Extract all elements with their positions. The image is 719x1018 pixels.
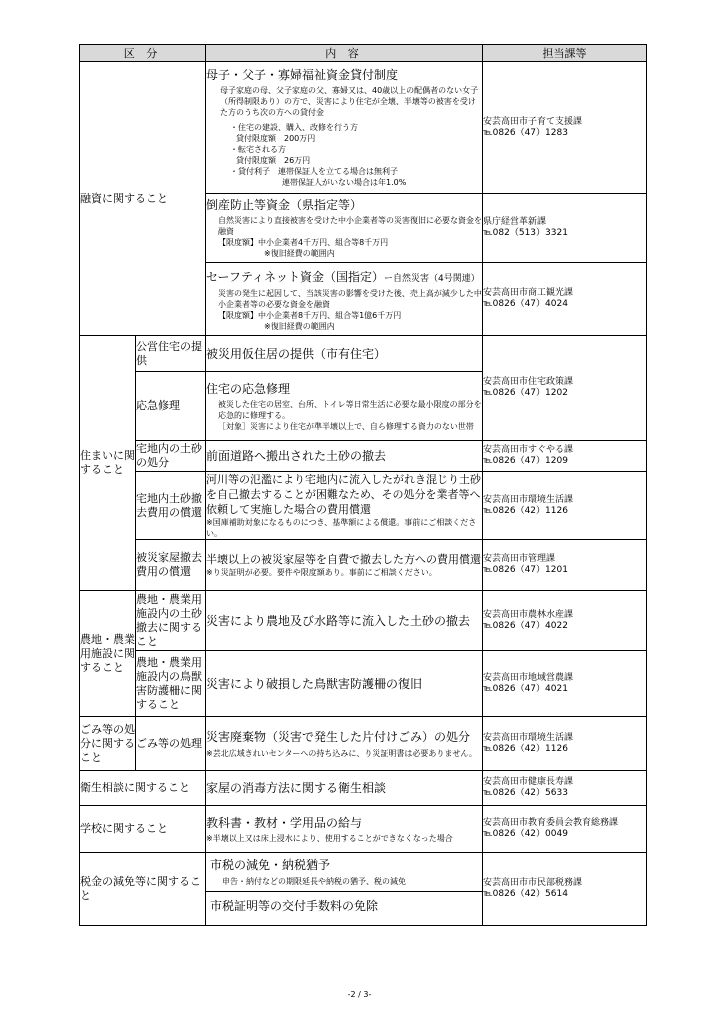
- content-title: 前面道路へ搬出された土砂の撤去: [206, 449, 387, 463]
- content-title: 災害により農地及び水路等に流入した土砂の撤去: [206, 613, 471, 628]
- table-row: [80, 853, 647, 926]
- department-cell: [483, 591, 647, 651]
- content-title: 災害により破損した鳥獣害防護柵の復旧: [206, 676, 423, 691]
- content-cell: [206, 194, 483, 263]
- table-row: [80, 472, 647, 540]
- category-tax: 税金の減免等に関すること: [80, 853, 206, 926]
- subcategory: 農地・農業用施設内の鳥獣害防護柵に関すること: [136, 651, 206, 717]
- department-phone: ℡0826（47）1283: [483, 127, 568, 138]
- content-item: ・転宅される方: [230, 145, 286, 154]
- content-title: 災害廃棄物（災害で発生した片付けごみ）の処分: [206, 729, 471, 744]
- content-title: 市税証明等の交付手数料の免除: [210, 898, 379, 913]
- content-cell: [206, 717, 483, 771]
- content-limit-note: ※復旧経費の範囲内: [264, 322, 335, 331]
- content-cell: [206, 62, 483, 194]
- content-item: ・貸付利子 連帯保証人を立てる場合は無利子: [230, 167, 398, 176]
- category-finance: 融資に関すること: [80, 62, 206, 336]
- content-title: 倒産防止等資金（県指定等）: [206, 198, 363, 212]
- content-title: 市税の減免・納税猶予: [210, 857, 331, 872]
- department-phone: ℡0826（47）4021: [483, 683, 568, 694]
- header-department: 担当課等: [483, 45, 647, 62]
- subcategory: 宅地内土砂撤去費用の償還: [136, 472, 206, 540]
- content-note: ※芸北広域きれいセンターへの持ち込みに、り災証明書は必要ありません。: [206, 748, 477, 758]
- table-row: [80, 336, 647, 372]
- table-row: [80, 806, 647, 853]
- subcategory: 宅地内の土砂の処分: [136, 441, 206, 472]
- department-phone: ℡082（513）3321: [483, 228, 568, 238]
- department-phone: ℡0826（47）1202: [483, 388, 568, 398]
- content-cell: [206, 806, 483, 853]
- department-cell: [483, 472, 647, 540]
- department-cell: [483, 651, 647, 717]
- content-cell: [206, 263, 483, 336]
- table-row: [80, 441, 647, 472]
- content-title: 被災用仮住居の提供（市有住宅）: [206, 346, 387, 361]
- table-row: [80, 717, 647, 771]
- content-limit-note: ※復旧経費の範囲内: [264, 249, 335, 258]
- department-name: 安芸高田市管理課: [483, 554, 556, 564]
- department-phone: ℡0826（42）5614: [483, 889, 568, 899]
- category-waste: ごみ等の処分に関すること: [80, 717, 136, 771]
- table-header-row: [80, 45, 647, 62]
- subcategory: 公営住宅の提供: [136, 336, 206, 372]
- department-name: 安芸高田市商工観光課: [483, 288, 574, 298]
- department-name: 安芸高田市健康長寿課: [483, 777, 574, 787]
- content-item: 連帯保証人がいない場合は年1.0%: [282, 178, 407, 187]
- department-cell: [483, 540, 647, 591]
- assistance-table: [79, 44, 647, 926]
- content-note: ※り災証明が必要。要件や限度額あり。事前にご相談ください。: [206, 568, 437, 577]
- department-cell: [483, 194, 647, 263]
- header-content: 内 容: [206, 45, 483, 62]
- content-title: セーフティネット資金（国指定）: [206, 270, 384, 284]
- content-subrow: [206, 891, 482, 924]
- content-desc: 自然災害により直接被害を受けた中小企業者等の災害復旧に必要な資金を融資: [218, 216, 482, 236]
- content-title: 教科書・教材・学用品の給与: [206, 815, 363, 830]
- table-row: [80, 651, 647, 717]
- department-phone: ℡0826（47）1201: [483, 565, 568, 575]
- content-item: 貸付限度額 200万円: [236, 134, 316, 143]
- content-title: 住宅の応急修理: [206, 381, 291, 396]
- content-note: ※国庫補助対象になるものにつき、基準額による償還。事前にご相談ください。: [206, 518, 477, 538]
- content-desc: ［対象］災害により住宅が準半壊以上で、自ら修理する資力のない世帯: [218, 421, 474, 431]
- table-row: [80, 591, 647, 651]
- department-cell: [483, 806, 647, 853]
- subcategory: 被災家屋撤去費用の償還: [136, 540, 206, 591]
- department-cell: [483, 853, 647, 926]
- content-limit: 【限度額】中小企業者8千万円、組合等1億6千万円: [218, 311, 402, 320]
- content-cell: [206, 591, 483, 651]
- department-phone: ℡0826（42）1126: [483, 743, 568, 754]
- content-cell: [206, 540, 483, 591]
- content-desc: 母子家庭の母、父子家庭の父、寡婦又は、40歳以上の配偶者のない女子（所得制限あり）の方で、災害により住宅が全壊、半壊等の被害を受けた方のうち次の方への貸付金: [220, 86, 479, 117]
- subcategory: 農地・農業用施設内の土砂撤去に関すること: [136, 591, 206, 651]
- content-cell: [206, 372, 483, 441]
- department-cell: [483, 771, 647, 806]
- department-name: 安芸高田市環境生活課: [483, 732, 574, 743]
- department-phone: ℡0826（42）1126: [483, 505, 568, 516]
- content-cell: [206, 771, 483, 806]
- content-limit: 【限度額】中小企業者4千万円、組合等8千万円: [218, 238, 389, 247]
- category-farmland: 農地・農業用施設に関すること: [80, 591, 136, 717]
- category-health: 衛生相談に関すること: [80, 771, 206, 806]
- table-row: [80, 540, 647, 591]
- department-phone: ℡0826（47）4022: [483, 620, 568, 631]
- department-cell: [483, 263, 647, 336]
- page-number: -2 / 3-: [347, 990, 372, 999]
- department-name: 安芸高田市教育委員会教育総務課: [483, 818, 619, 828]
- content-item: 貸付限度額 26万円: [236, 156, 311, 165]
- department-name: 安芸高田市農林水産課: [483, 609, 574, 620]
- department-name: 安芸高田市住宅政策課: [483, 377, 574, 387]
- content-cell: [206, 853, 483, 926]
- content-title: 家屋の消毒方法に関する衛生相談: [206, 781, 387, 795]
- department-name: 安芸高田市地域営農課: [483, 672, 574, 683]
- content-note: ※半壊以上又は床上浸水により、使用することができなくなった場合: [206, 833, 453, 843]
- department-name: 県庁経営革新課: [483, 217, 547, 227]
- department-cell: [483, 717, 647, 771]
- subcategory: ごみ等の処理: [136, 717, 206, 771]
- content-title: 河川等の氾濫により宅地内に流入したがれき混じり土砂を自己撤去することが困難なため、その処分を業者等へ依頼して実施した場合の費用償還: [206, 473, 481, 516]
- department-cell: [483, 62, 647, 194]
- header-category: 区 分: [80, 45, 206, 62]
- content-cell: [206, 651, 483, 717]
- content-desc: 災害の発生に起因して、当該災害の影響を受けた後、売上高が減少した中小企業者等の必要な資金を融資: [218, 289, 482, 309]
- department-phone: ℡0826（42）5633: [483, 788, 568, 798]
- content-cell: [206, 336, 483, 372]
- content-desc: 申告・納付などの期限延長や納税の猶予、税の減免: [222, 876, 406, 886]
- table-row: [80, 62, 647, 194]
- table-row: [80, 771, 647, 806]
- content-cell: [206, 472, 483, 540]
- department-name: 安芸高田市市民部税務課: [483, 878, 583, 888]
- department-name: 安芸高田市子育て支援課: [483, 116, 583, 127]
- category-housing: 住まいに関すること: [80, 336, 136, 591]
- content-title-suffix: ー自然災害（4号関連）: [383, 274, 480, 284]
- department-cell: [483, 336, 647, 441]
- department-phone: ℡0826（47）4024: [483, 299, 568, 309]
- content-title: 母子・父子・寡婦福祉資金貸付制度: [206, 68, 399, 82]
- content-desc: 被災した住宅の居室、台所、トイレ等日常生活に必要な最小限度の部分を応急的に修理する。: [218, 399, 482, 420]
- subcategory: 応急修理: [136, 372, 206, 441]
- department-phone: ℡0826（42）0049: [483, 829, 568, 839]
- content-item: ・住宅の建設、購入、改修を行う方: [230, 123, 358, 132]
- content-title: 半壊以上の被災家屋等を自費で撤去した方への費用償還: [206, 553, 481, 566]
- department-phone: ℡0826（47）1209: [483, 456, 568, 466]
- department-name: 安芸高田市環境生活課: [483, 494, 574, 505]
- category-school: 学校に関すること: [80, 806, 206, 853]
- content-cell: [206, 441, 483, 472]
- department-cell: [483, 441, 647, 472]
- department-name: 安芸高田市すぐやる課: [483, 445, 574, 455]
